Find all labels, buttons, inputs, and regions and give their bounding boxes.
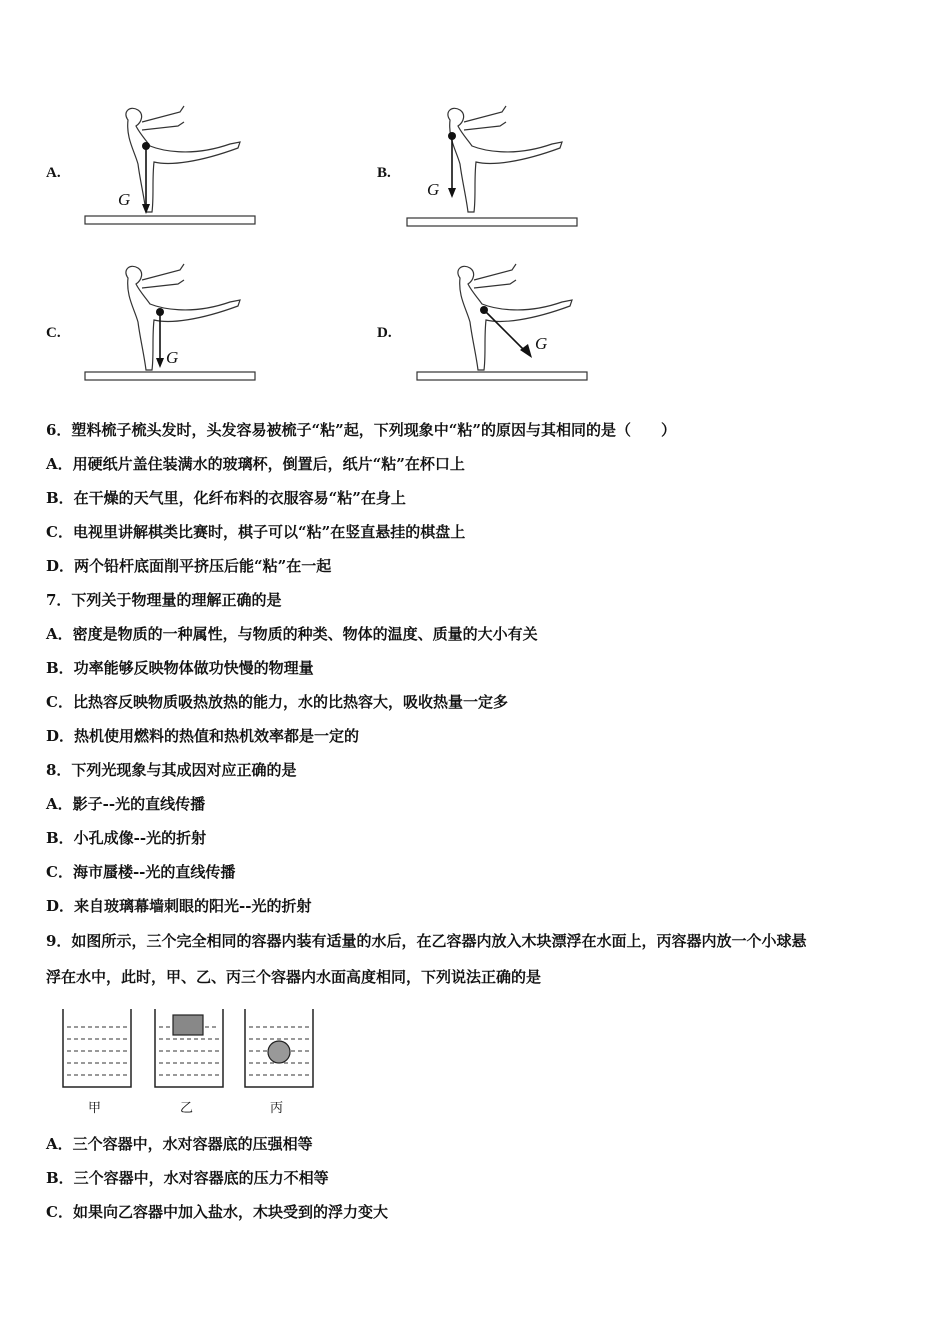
- force-label-d: G: [535, 334, 548, 353]
- force-label-c: G: [166, 348, 179, 367]
- force-label-b: G: [427, 180, 440, 199]
- option-d-label: D.: [377, 325, 392, 341]
- q9-option-a: A．三个容器中，水对容器底的压强相等: [46, 1135, 313, 1153]
- container-bing: [245, 1009, 313, 1087]
- q9-option-b: B．三个容器中，水对容器底的压力不相等: [46, 1169, 329, 1187]
- q8-option-c: C．海市蜃楼--光的直线传播: [46, 863, 236, 881]
- option-b-label: B.: [377, 165, 391, 181]
- container-label-jia: 甲: [88, 1101, 102, 1116]
- gymnast-figure-a: [80, 100, 260, 230]
- q6-option-d: D．两个铅杆底面削平挤压后能“粘”在一起: [46, 557, 332, 575]
- gymnast-figure-d: [412, 258, 592, 388]
- wood-block: [173, 1015, 203, 1035]
- q9-stem-line2: 浮在水中，此时，甲、乙、丙三个容器内水面高度相同，下列说法正确的是: [46, 968, 542, 986]
- q8-option-d: D．来自玻璃幕墙刺眼的阳光--光的折射: [46, 897, 312, 915]
- q6-option-b: B．在干燥的天气里，化纤布料的衣服容易“粘”在身上: [46, 489, 406, 507]
- option-a-label: A.: [46, 165, 61, 181]
- q7-stem: 7．下列关于物理量的理解正确的是: [46, 591, 282, 609]
- q9-stem-line1: 9．如图所示，三个完全相同的容器内装有适量的水后，在乙容器内放入木块漂浮在水面上，丙容器内放一个小球悬: [46, 932, 807, 950]
- q6-option-c: C．电视里讲解棋类比赛时，棋子可以“粘”在竖直悬挂的棋盘上: [46, 523, 466, 541]
- container-yi: [155, 1009, 223, 1087]
- gymnast-figure-c: [80, 258, 260, 388]
- suspended-ball: [268, 1041, 290, 1063]
- container-label-yi: 乙: [180, 1101, 194, 1116]
- containers-figure: [55, 1005, 335, 1095]
- q7-option-c: C．比热容反映物质吸热放热的能力，水的比热容大，吸收热量一定多: [46, 693, 508, 711]
- q7-option-a: A．密度是物质的一种属性，与物质的种类、物体的温度、质量的大小有关: [46, 625, 538, 643]
- gymnast-figure-b: [402, 100, 582, 230]
- q6-option-a: A．用硬纸片盖住装满水的玻璃杯，倒置后，纸片“粘”在杯口上: [46, 455, 465, 473]
- q7-option-d: D．热机使用燃料的热值和热机效率都是一定的: [46, 727, 360, 745]
- q7-option-b: B．功率能够反映物体做功快慢的物理量: [46, 659, 314, 677]
- q9-option-c: C．如果向乙容器中加入盐水，木块受到的浮力变大: [46, 1203, 388, 1221]
- q8-option-a: A．影子--光的直线传播: [46, 795, 206, 813]
- q8-stem: 8．下列光现象与其成因对应正确的是: [46, 761, 297, 779]
- container-label-bing: 丙: [270, 1101, 284, 1116]
- q6-stem: 6．塑料梳子梳头发时，头发容易被梳子“粘”起，下列现象中“粘”的原因与其相同的是（ ）: [46, 421, 676, 439]
- force-label-a: G: [118, 190, 131, 209]
- q8-option-b: B．小孔成像--光的折射: [46, 829, 207, 847]
- option-c-label: C.: [46, 325, 61, 341]
- container-jia: [63, 1009, 131, 1087]
